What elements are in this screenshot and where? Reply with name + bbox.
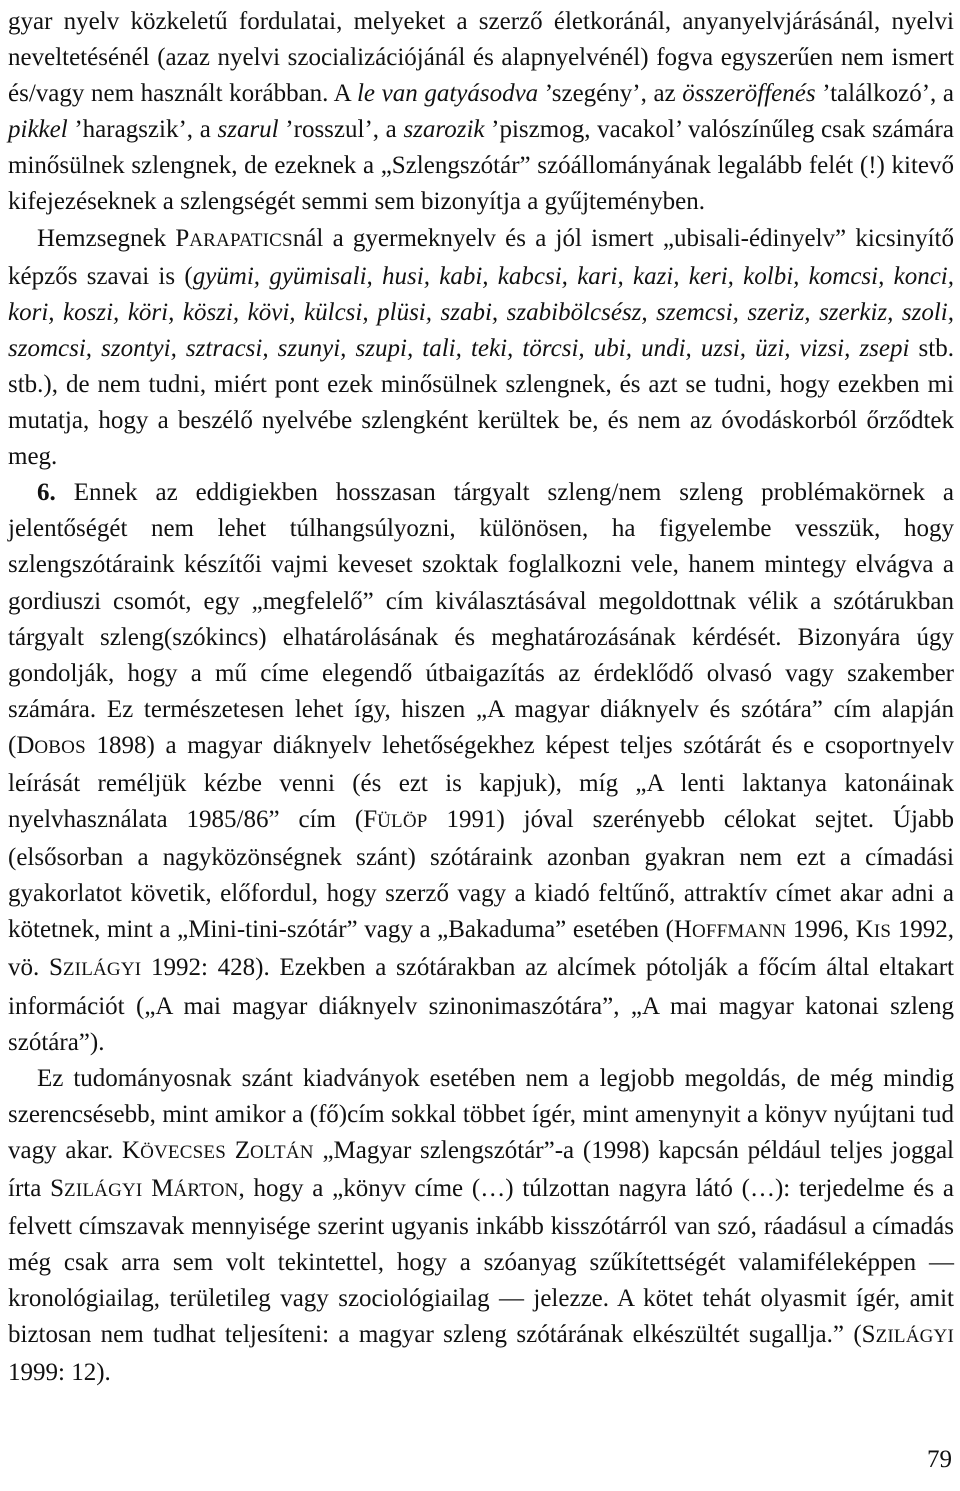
author-name: DOBOS [16, 731, 86, 759]
text-run: 1991) jóval szerényebb célokat sejtet. Újabb (elsősorban a nagyközönségnek szánt) szótáraink azonban gyakran nem ezt a címadási gyakorlatot követik, előfordul, hogy szerző vagy a kiadó feltűnő, attraktív címet akar adni a kötetnek, mint a „Mini-tini-szótár” vagy a „Bakaduma” esetében ( [8, 806, 955, 944]
author-name: SZILÁGYI [48, 954, 142, 982]
text-run [142, 1175, 151, 1202]
page-number: 79 [927, 1446, 952, 1473]
author-name: ZOLTÁN [234, 1136, 314, 1164]
document-page [8, 4, 954, 1392]
text-run: ’szegény’, az [538, 80, 683, 108]
text-run: ’piszmog, vacakol’ valószínűleg csak számára minősülnek szlengnek, de ezeknek a „Szlengszótár” szóállományának legalább felét (!) kitevő kifejezéseknek a szlengségét semmi sem bizonyítja a gyűjteményben. [8, 116, 954, 216]
author-name: SZILÁGYI [861, 1321, 954, 1349]
author-name: KÖVECSES [122, 1136, 226, 1164]
text-run: 1999: 12). [8, 1359, 111, 1387]
italic-term: le van gatyásodva [356, 80, 539, 108]
italic-word-list: gyümi, gyümisali, husi, kabi, kabcsi, kari, kazi, keri, kolbi, komcsi, konci, kori, koszi, köri, köszi, kövi, külcsi, plüsi, szabi, szabibölcsész, szemcsi, szeriz, szerkiz, szoli, szomcsi, szontyi, sztracsi, szunyi, szupi, tali, teki, törcsi, ubi, undi, uzsi, üzi, vizsi, zsepi [8, 262, 954, 362]
text-run: ’haragszik’, a [67, 116, 218, 144]
text-run: Ez tudományosnak szánt kiadványok esetében nem a legjobb megoldás, de még mindig szerencsésebb, mint amikor a (fő)cím sokkal többet ígér, mint amenynyit a könyv nyújtani tud vagy akar. [8, 1064, 954, 1164]
author-name: FÜLÖP [363, 806, 428, 834]
italic-term: szarul [217, 116, 279, 144]
text-run: , hogy a „könyv címe (…) túlzottan nagyra látó (…): terjedelme és a felvett címszavak mennyisége szerint ugyanis inkább kisszótárról van szó, ráadásul a címadás még csak arra sem volt tekintettel, hogy a szóanyag szűkítettségét valamiféleképpen — kronológiailag, területileg vagy szociológiailag — jelezze. A kötet tehát olyasmit ígér, amit biztosan nem tudhat teljesíteni: a magyar szleng szótárának elkészültét sugallja.” ( [8, 1175, 955, 1349]
text-run: ’találkozó’, a [815, 80, 954, 108]
text-run: Ennek az eddigiekben hosszasan tárgyalt szleng/nem szleng problémakörnek a jelentőségét nem lehet túlhangsúlyozni, különösen, ha figyelembe vesszük, hogy szlengszótáraink készítői vajmi keveset szoktak foglalkozni vele, hanem mintegy elvágva a gordiuszi csomót, egy „megfelelő” cím kiválasztásával megoldottnak vélik a szótárukban tárgyalt szleng(szókincs) elhatárolásának és meghatározásának kérdését. Bizonyára úgy gondolják, hogy a mű címe elegendő útbaigazítás az érdeklődő olvasó vagy szakember számára. Ez természetesen lehet így, hiszen „A magyar diáknyelv és szótára” cím alapján ( [8, 479, 954, 759]
text-run: Hemzsegnek [37, 224, 176, 252]
paragraph-hemzsegnek [8, 221, 954, 476]
section-number: 6. [37, 479, 56, 507]
text-run: nál a gyermeknyelv és a jól ismert „ubisali-édinyelv” kicsinyítő képzős szavai is ( [8, 224, 954, 290]
text-run: stb. stb.), de nem tudni, miért pont ezek minősülnek szlengnek, és azt se tudni, hogy ezekben mi mutatja, hogy a beszélő nyelvébe szlengként kerültek be, és nem az óvodáskorból őrződtek meg. [8, 334, 954, 471]
italic-term: pikkel [8, 116, 68, 144]
author-name: SZILÁGYI [50, 1175, 143, 1202]
paragraph-section-6 [8, 475, 954, 1061]
author-name: KIS [855, 916, 892, 944]
text-run [226, 1137, 235, 1164]
text-run: 1992, vö. [8, 916, 955, 982]
italic-term: összeröffenés [682, 80, 816, 108]
author-name: PARAPATICS [175, 224, 293, 252]
author-name: MÁRTON [151, 1175, 239, 1202]
italic-term: szarozik [403, 116, 485, 144]
author-name: HOFFMANN [673, 916, 787, 944]
paragraph-continuation [8, 4, 954, 221]
text-run: gyar nyelv közkeletű fordulatai, melyeket a szerző életkoránál, anyanyelvjárásánál, nyelvi neveltetésénél (azaz nyelvi szocializációjánál és alapnyelvénél) fogva egyszerűen nem ismert és/vagy nem használt korábban. A [8, 8, 954, 108]
text-run: 1996, [786, 916, 856, 944]
text-run: 1992: 428). Ezekben a szótárakban az alcímek pótolják a főcím által eltakart információt („A mai magyar diáknyelv szinonimaszótára”, „A mai magyar katonai szleng szótára”). [8, 954, 954, 1056]
paragraph-tudomanyos [8, 1061, 954, 1392]
text-run: 1898) a magyar diáknyelv lehetőségekhez képest teljes szótárát és e csoportnyelv leírását reméljük kézbe venni (és ezt is kapjuk), míg „A lenti laktanya katonáinak nyelvhasználata 1985/86” cím ( [8, 731, 954, 834]
text-run: ’rosszul’, a [278, 116, 404, 144]
text-run: „Magyar szlengszótár”-a (1998) kapcsán például teljes joggal írta [8, 1136, 955, 1202]
